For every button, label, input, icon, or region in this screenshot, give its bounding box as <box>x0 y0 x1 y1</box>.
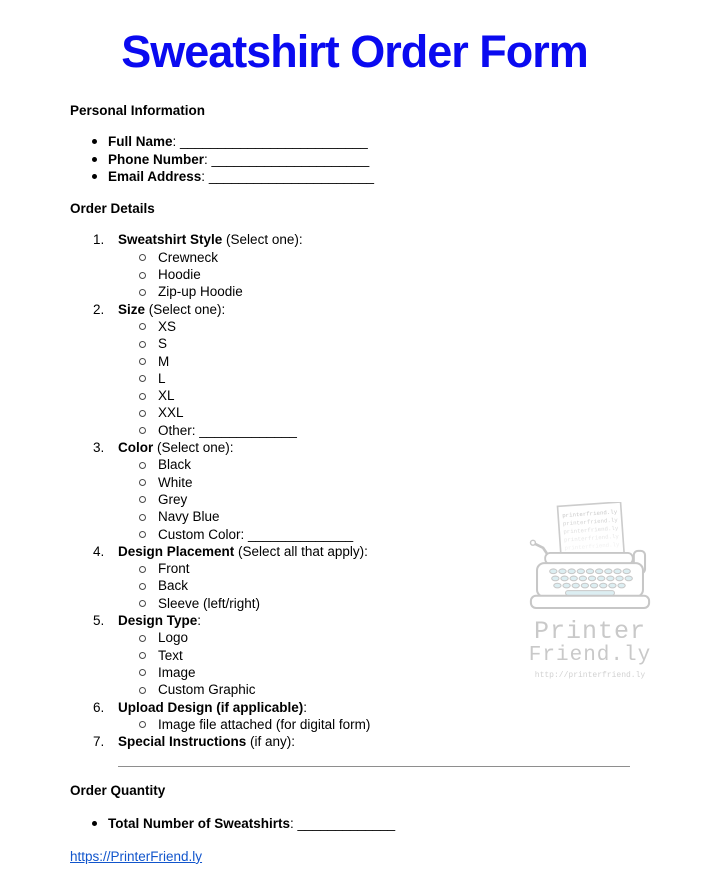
item-text <box>118 439 234 456</box>
item-number: 7. <box>93 734 105 750</box>
order-item-row <box>0 231 709 248</box>
option-row <box>0 318 709 335</box>
item-suffix: : <box>197 613 202 629</box>
bullet-icon <box>92 139 97 144</box>
item-label: Color <box>118 440 154 456</box>
bullet-icon <box>92 821 97 826</box>
bullet-icon <box>92 157 97 162</box>
separator: : <box>290 815 298 831</box>
hollow-bullet-icon <box>139 341 146 348</box>
separator: : <box>201 168 209 184</box>
item-label: Design Type <box>118 613 198 629</box>
option-row <box>0 283 709 300</box>
option-row <box>0 595 709 612</box>
page-title: Sweatshirt Order Form <box>121 26 588 77</box>
blank-line: _____________ <box>297 815 396 831</box>
item-number: 2. <box>93 301 105 317</box>
option-label: Sleeve (left/right) <box>158 595 261 611</box>
item-number: 5. <box>93 613 105 629</box>
item-text <box>118 231 303 248</box>
item-number: 3. <box>93 440 105 456</box>
order-quantity-heading: Order Quantity <box>70 783 166 799</box>
paper-typed-line: printerfriend.ly <box>564 541 619 552</box>
option-label: Other: _____________ <box>158 422 297 438</box>
hollow-bullet-icon <box>139 375 146 382</box>
option-row <box>0 664 709 681</box>
option-row <box>0 508 709 525</box>
option-label: Crewneck <box>158 249 219 265</box>
item-suffix: (if any): <box>246 734 296 750</box>
separator: : <box>172 134 181 150</box>
option-label: Front <box>158 561 190 577</box>
item-suffix: (Select one): <box>145 301 226 317</box>
option-row <box>0 353 709 370</box>
blank-line: _________________________ <box>180 134 368 150</box>
total-quantity-row <box>0 815 709 832</box>
order-item-row <box>0 733 709 750</box>
option-row <box>0 335 709 352</box>
option-label: Custom Color: ______________ <box>158 526 354 542</box>
hollow-bullet-icon <box>139 687 146 694</box>
item-suffix: : <box>303 699 308 715</box>
watermark-brand-bottom: Friend.ly <box>528 644 652 668</box>
hollow-bullet-icon <box>139 496 146 503</box>
watermark-brand-top: Printer <box>533 617 647 647</box>
hollow-bullet-icon <box>139 566 146 573</box>
option-row <box>0 716 709 733</box>
item-suffix: (Select all that apply): <box>234 543 368 559</box>
separator: : <box>204 151 212 167</box>
hollow-bullet-icon <box>139 462 146 469</box>
hollow-bullet-icon <box>139 272 146 279</box>
total-quantity-text <box>108 815 395 832</box>
bullet-icon <box>92 174 97 179</box>
personal-field-row <box>0 168 709 185</box>
order-item-row <box>0 612 709 629</box>
order-details-list <box>0 231 709 750</box>
item-number: 4. <box>93 543 105 559</box>
order-details-heading: Order Details <box>70 201 155 217</box>
personal-information-heading: Personal Information <box>70 103 206 118</box>
paper-typed-line: printerfriend.ly <box>563 524 618 536</box>
field-label: Total Number of Sweatshirts <box>108 815 291 831</box>
option-row <box>0 560 709 577</box>
item-label: Size <box>118 301 146 317</box>
field-text <box>108 151 369 168</box>
option-label: M <box>158 353 170 369</box>
watermark-url: http://printerfriend.ly <box>534 671 646 681</box>
option-row <box>0 249 709 266</box>
option-row <box>0 681 709 698</box>
hollow-bullet-icon <box>139 410 146 417</box>
option-row <box>0 526 709 543</box>
order-item-row <box>0 439 709 456</box>
option-label: Image <box>158 664 196 680</box>
hollow-bullet-icon <box>139 531 146 538</box>
item-label: Upload Design (if applicable) <box>118 699 304 715</box>
order-item-row <box>0 301 709 318</box>
personal-field-row <box>0 133 709 150</box>
item-text <box>118 699 307 716</box>
item-number: 1. <box>93 232 105 248</box>
option-row <box>0 491 709 508</box>
hollow-bullet-icon <box>139 289 146 296</box>
option-row <box>0 422 709 439</box>
option-label: Grey <box>158 491 188 507</box>
option-row <box>0 266 709 283</box>
field-label: Email Address <box>108 168 202 184</box>
option-label: Navy Blue <box>158 509 220 525</box>
hollow-bullet-icon <box>139 721 146 728</box>
hollow-bullet-icon <box>139 479 146 486</box>
option-row <box>0 387 709 404</box>
personal-field-row <box>0 151 709 168</box>
hollow-bullet-icon <box>139 583 146 590</box>
order-item-row <box>0 699 709 716</box>
item-suffix: (Select one): <box>222 232 303 248</box>
hollow-bullet-icon <box>139 254 146 261</box>
option-label: Hoodie <box>158 267 201 283</box>
option-label: Custom Graphic <box>158 682 256 698</box>
option-label: Text <box>158 647 183 663</box>
option-label: Back <box>158 578 189 594</box>
option-row <box>0 456 709 473</box>
personal-information-list <box>0 133 709 185</box>
order-item-row <box>0 543 709 560</box>
hollow-bullet-icon <box>139 514 146 521</box>
paper-typed-line: printerfriend.ly <box>563 532 618 544</box>
option-row <box>0 474 709 491</box>
item-text <box>118 301 225 318</box>
option-row <box>0 647 709 664</box>
paper-typed-line: printerfriend.ly <box>562 508 617 520</box>
option-row <box>0 404 709 421</box>
item-text <box>118 612 201 629</box>
hollow-bullet-icon <box>139 669 146 676</box>
option-label: XS <box>158 318 177 334</box>
item-suffix: (Select one): <box>153 440 234 456</box>
item-label: Sweatshirt Style <box>118 232 223 248</box>
field-label: Full Name <box>108 134 173 150</box>
option-label: Black <box>158 457 192 473</box>
hollow-bullet-icon <box>139 652 146 659</box>
hollow-bullet-icon <box>139 427 146 434</box>
option-row <box>0 370 709 387</box>
hollow-bullet-icon <box>139 358 146 365</box>
hollow-bullet-icon <box>139 323 146 330</box>
hollow-bullet-icon <box>139 393 146 400</box>
printerfriendly-link[interactable]: https://PrinterFriend.ly <box>70 848 203 864</box>
blank-line: _____________________ <box>211 151 370 167</box>
item-number: 6. <box>93 699 105 715</box>
option-label: S <box>158 336 168 352</box>
blank-line: ______________________ <box>208 168 374 184</box>
item-text <box>118 543 368 560</box>
field-label: Phone Number <box>108 151 205 167</box>
option-label: XXL <box>158 405 184 421</box>
option-label: Zip-up Hoodie <box>158 284 243 300</box>
field-text <box>108 168 374 185</box>
item-label: Special Instructions <box>118 734 247 750</box>
hollow-bullet-icon <box>139 635 146 642</box>
option-label: White <box>158 474 193 490</box>
hollow-bullet-icon <box>139 600 146 607</box>
field-text <box>108 133 368 150</box>
option-row <box>0 577 709 594</box>
item-label: Design Placement <box>118 543 235 559</box>
option-row <box>0 629 709 646</box>
option-label: Logo <box>158 630 189 646</box>
item-text <box>118 733 295 750</box>
paper-typed-line: printerfriend.ly <box>562 516 617 528</box>
option-label: L <box>158 370 166 386</box>
option-label: Image file attached (for digital form) <box>158 716 371 732</box>
special-instructions-line <box>118 766 630 767</box>
option-label: XL <box>158 388 175 404</box>
